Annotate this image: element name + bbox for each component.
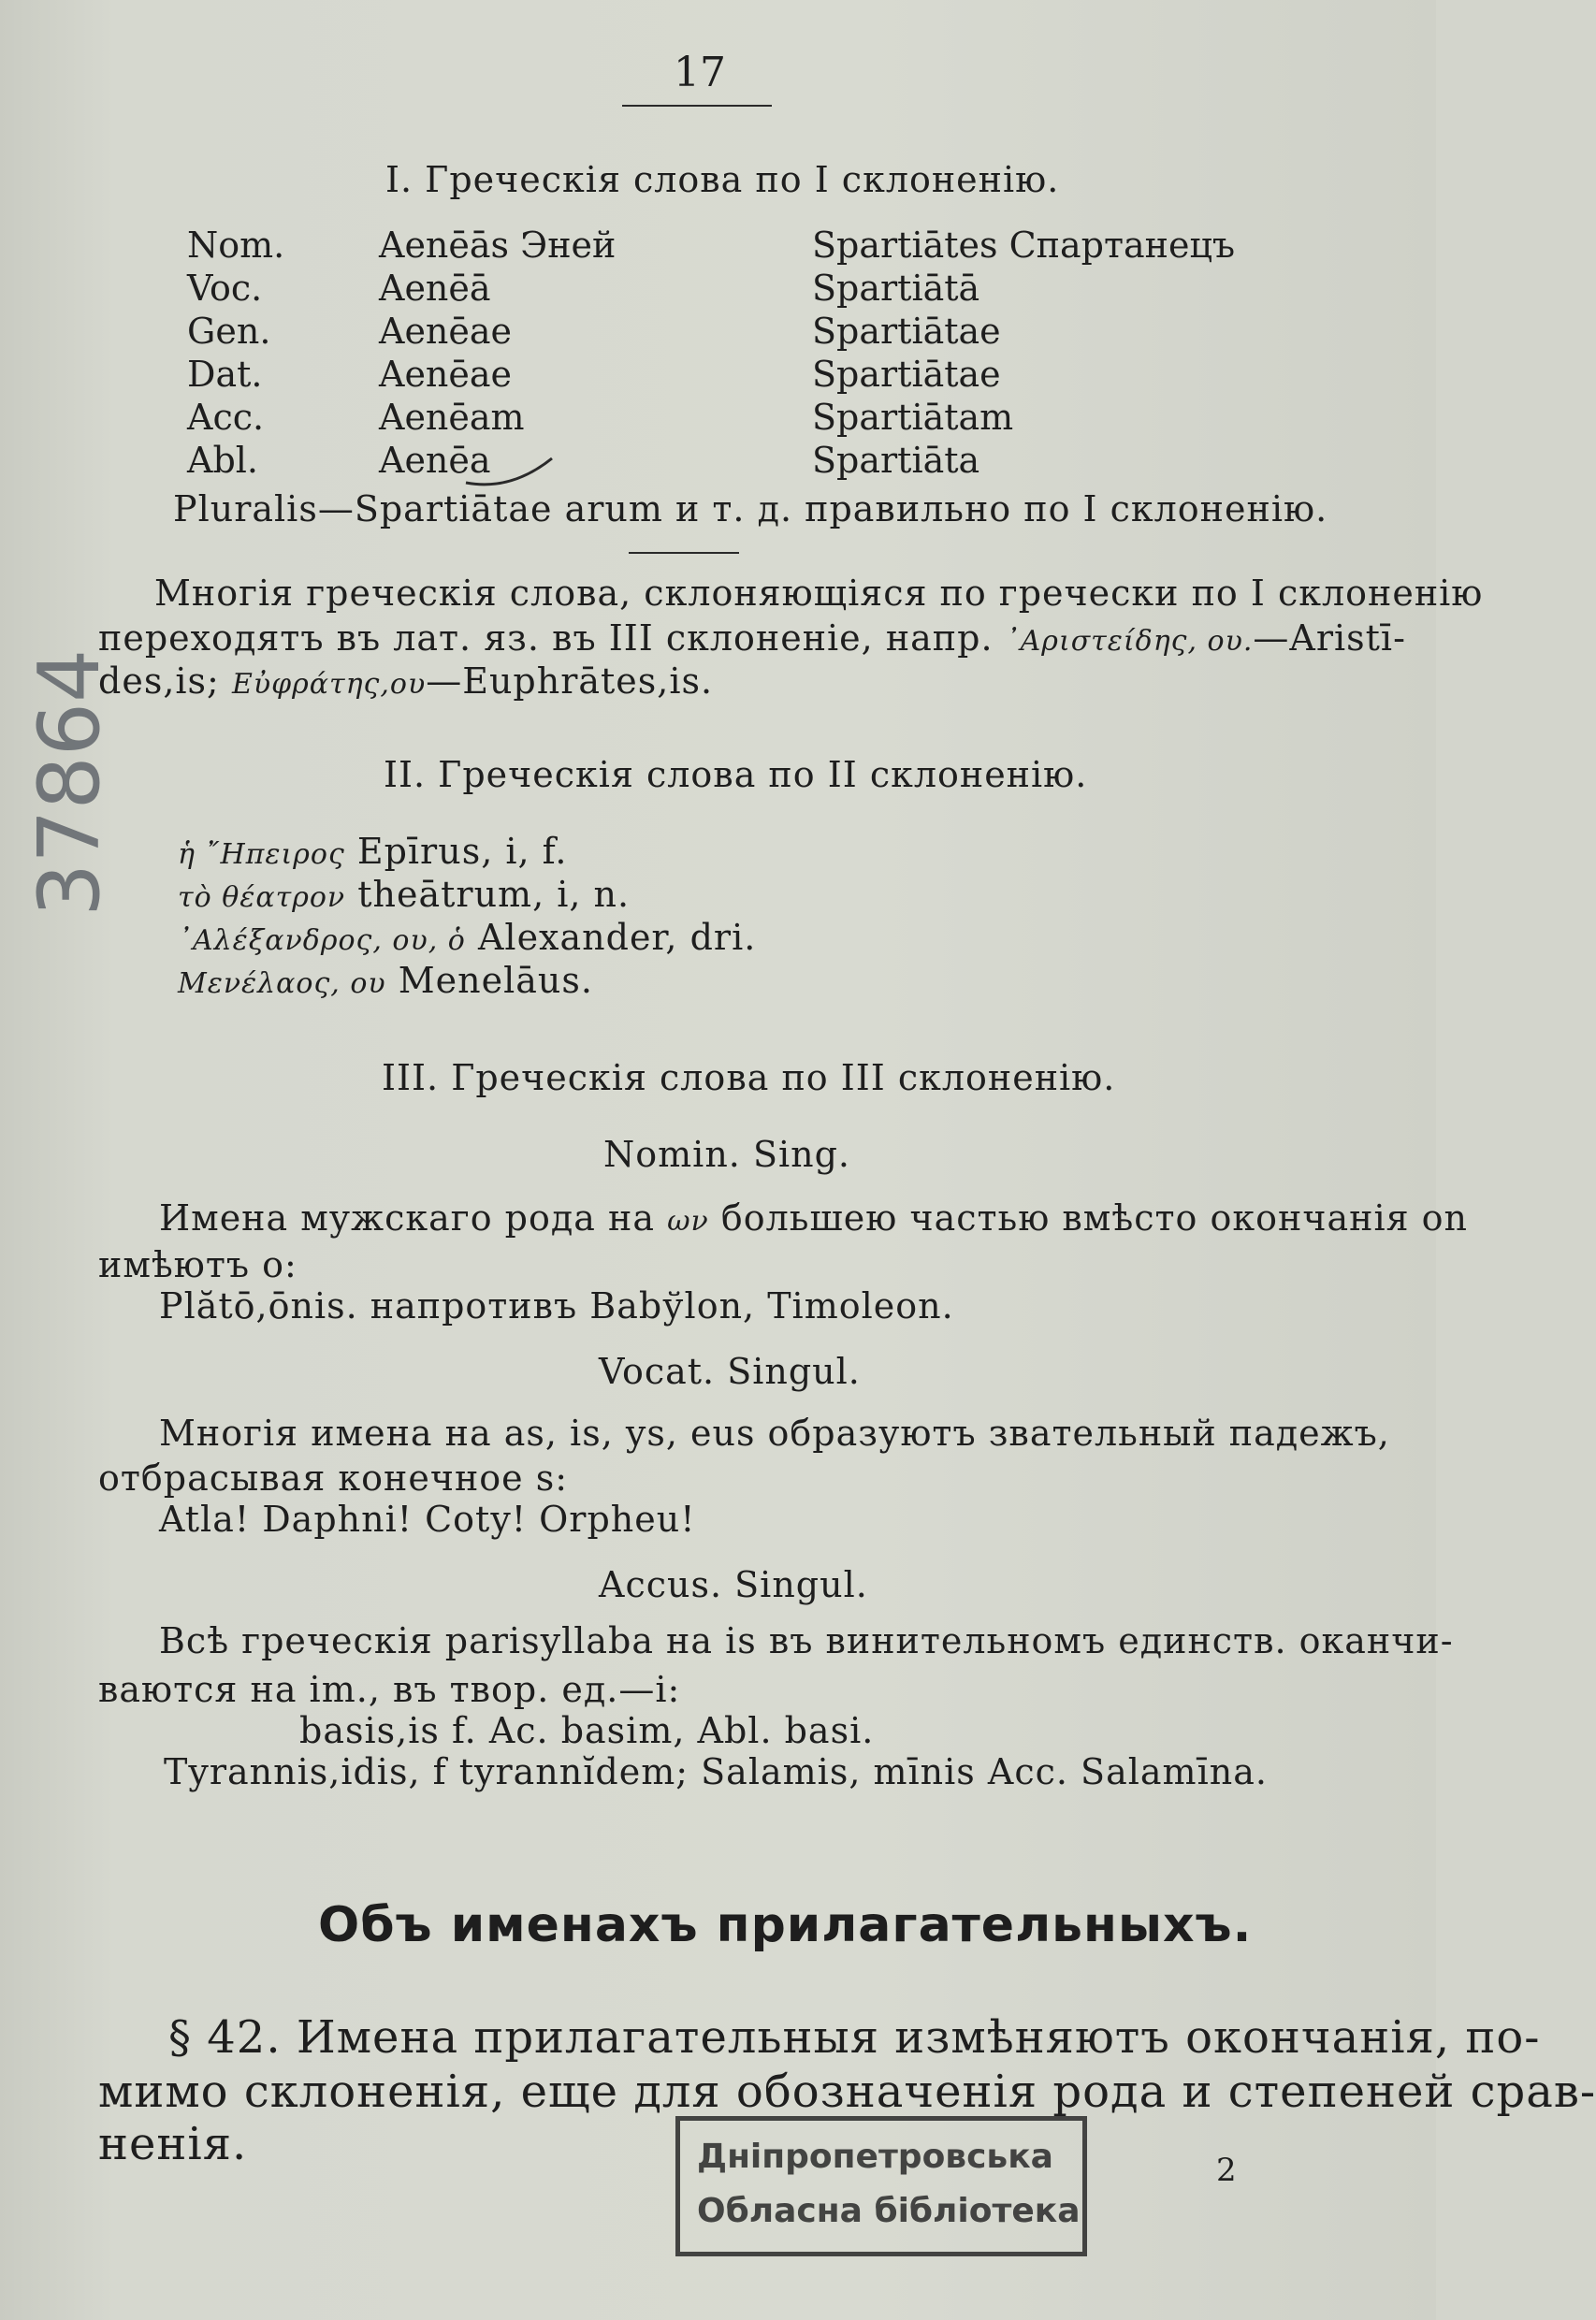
body-text: большею частью вмѣсто окончанія on xyxy=(720,1197,1469,1239)
note-text: —Aristī- xyxy=(1253,617,1406,659)
case-label: Nom. xyxy=(187,225,285,266)
section1-heading: I. Греческія слова по I склоненію. xyxy=(385,159,1060,200)
greek-word: τὸ θέατρον xyxy=(178,881,346,914)
page-number-rule xyxy=(622,105,772,107)
aeneas-form: Aenēam xyxy=(379,397,525,438)
aeneas-form: Aenēā xyxy=(379,268,491,309)
greek-latin-row xyxy=(178,960,593,1001)
paragraph-line: ненія. xyxy=(98,2118,248,2170)
subheading: Accus. Singul. xyxy=(599,1564,868,1605)
body-line: basis,is f. Ac. basim, Abl. basi. xyxy=(299,1710,875,1751)
stamp-line: Обласна бiблiотека xyxy=(697,2192,1081,2230)
greek-word: ἡ ῎Ηπειρος xyxy=(178,838,345,871)
greek-word: Μενέλαος, ου xyxy=(178,967,386,1000)
spartiates-form: Spartiātā xyxy=(812,268,980,309)
latin-word: Menelāus. xyxy=(398,960,593,1001)
body-line: имѣютъ o: xyxy=(98,1244,297,1285)
section-divider xyxy=(629,552,739,554)
body-line: Tyrannis,idis, f tyrannĭdem; Salamis, mīnis Acc. Salamīna. xyxy=(164,1751,1268,1792)
subheading: Vocat. Singul. xyxy=(599,1351,861,1392)
body-line: ваются на im., въ твор. ед.—i: xyxy=(98,1669,681,1710)
body-line: отбрасывая конечное s: xyxy=(98,1457,569,1499)
aeneas-form: Aenēās Эней xyxy=(379,225,617,266)
greek-latin-row xyxy=(178,874,630,915)
greek-word: ᾿Αριστείδης, ου. xyxy=(1005,625,1254,658)
aeneas-form: Aenēa xyxy=(379,440,491,481)
paragraph-line: мимо склоненія, еще для обозначенія рода и степеней срав- xyxy=(98,2066,1596,2118)
signature-mark: 2 xyxy=(1216,2152,1237,2189)
greek-word: ων xyxy=(667,1205,709,1238)
greek-word: ᾿Αλέξανδρος, ου, ὁ xyxy=(178,924,466,957)
library-stamp xyxy=(675,2116,1087,2256)
case-label: Voc. xyxy=(187,268,263,309)
spartiates-form: Spartiātam xyxy=(812,397,1014,438)
handwritten-inventory-number: 37864 xyxy=(21,648,119,917)
note-text: переходятъ въ лат. яз. въ III склоненіе, напр. xyxy=(98,617,994,659)
body-line: Многія имена на as, is, ys, eus образуютъ звательный падежъ, xyxy=(159,1413,1390,1454)
body-text: Имена мужскаго рода на xyxy=(159,1197,655,1239)
greek-latin-row xyxy=(178,917,756,958)
case-label: Dat. xyxy=(187,354,263,395)
aeneas-form: Aenēae xyxy=(379,311,513,352)
stamp-line: Днiпропетровська xyxy=(697,2138,1053,2176)
section3-heading: III. Греческія слова по III склоненію. xyxy=(382,1057,1116,1098)
note-line xyxy=(98,660,713,702)
spartiates-form: Spartiātes Спартанецъ xyxy=(812,225,1236,266)
chapter-title: Объ именахъ прилагательныхъ. xyxy=(318,1897,1253,1953)
body-line: Atla! Daphni! Coty! Orpheu! xyxy=(159,1499,696,1540)
spartiates-form: Spartiātae xyxy=(812,311,1001,352)
case-label: Acc. xyxy=(187,397,265,438)
subheading: Nomin. Sing. xyxy=(603,1134,851,1175)
spartiates-form: Spartiāta xyxy=(812,440,980,481)
section2-heading: II. Греческія слова по II склоненію. xyxy=(384,754,1088,795)
note-line: Многія греческія слова, склоняющіяся по гречески по I склоненію xyxy=(154,573,1484,614)
pen-stroke-mark xyxy=(458,447,561,494)
body-line xyxy=(159,1197,1468,1239)
aeneas-form: Aenēae xyxy=(379,354,513,395)
spartiates-form: Spartiātae xyxy=(812,354,1001,395)
greek-word: Εὐφράτης,ου xyxy=(231,668,427,701)
note-line xyxy=(98,617,1406,659)
body-line: Plătō,ōnis. напротивъ Babўlon, Timoleon. xyxy=(159,1285,954,1327)
note-text: —Euphrātes,is. xyxy=(426,660,714,702)
case-label: Abl. xyxy=(187,440,258,481)
pluralis-line: Pluralis—Spartiātae arum и т. д. правильно по I склоненію. xyxy=(173,488,1328,529)
latin-word: theātrum, i, n. xyxy=(357,874,631,915)
greek-latin-row xyxy=(178,831,567,872)
note-text: des,is; xyxy=(98,660,220,702)
latin-word: Epīrus, i, f. xyxy=(356,831,568,872)
body-line: Всѣ греческія parisyllaba на is въ винительномъ единств. оканчи- xyxy=(159,1620,1454,1661)
case-label: Gen. xyxy=(187,311,271,352)
latin-word: Alexander, dri. xyxy=(477,917,757,958)
paragraph-line: § 42. Имена прилагательныя измѣняютъ окончанія, по- xyxy=(168,2011,1541,2064)
page-number: 17 xyxy=(674,49,726,96)
